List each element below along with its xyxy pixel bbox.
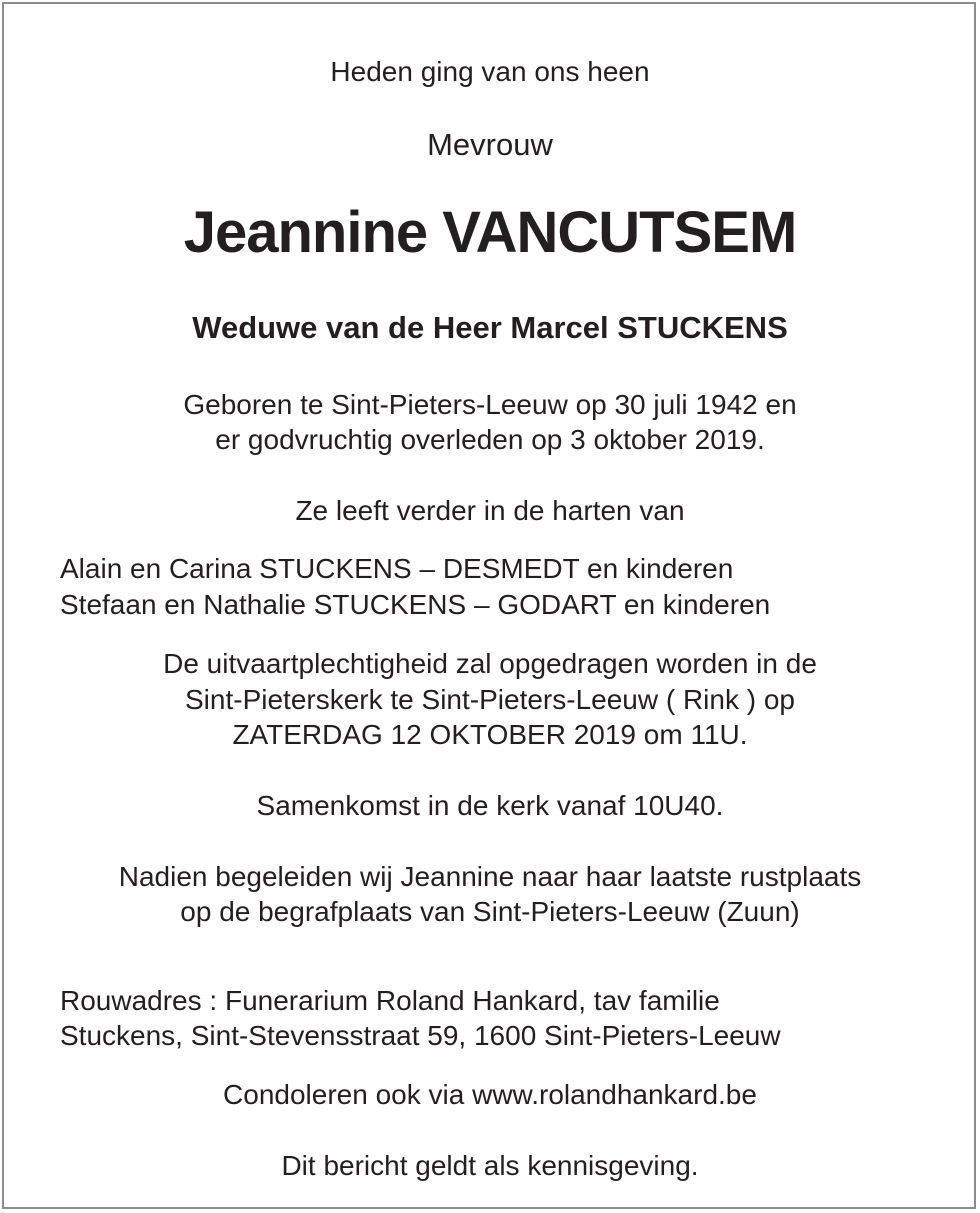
burial-line-2: op de begrafplaats van Sint-Pieters-Leeuw (Zuun)	[180, 896, 800, 927]
deceased-name: Jeannine VANCUTSEM	[183, 200, 797, 265]
funeral-line-1: De uitvaartplechtigheid zal opgedragen worden in de	[163, 648, 817, 679]
notice-text: Dit bericht geldt als kennisgeving.	[281, 1150, 699, 1181]
family-line-2: Stefaan en Nathalie STUCKENS – GODART en kinderen	[60, 589, 771, 620]
condolences-text: Condoleren ook via www.rolandhankard.be	[223, 1079, 757, 1110]
funeral-line-3: ZATERDAG 12 OKTOBER 2019 om 11U.	[232, 719, 748, 750]
mourning-address-line-2: Stuckens, Sint-Stevensstraat 59, 1600 Sint-Pieters-Leeuw	[60, 1020, 781, 1051]
burial-line-1: Nadien begeleiden wij Jeannine naar haar laatste rustplaats	[118, 861, 862, 892]
birth-death-line-2: er godvruchtig overleden op 3 oktober 2019.	[215, 424, 765, 455]
funeral-line-2: Sint-Pieterskerk te Sint-Pieters-Leeuw ( Rink ) op	[185, 684, 795, 715]
intro-text: Heden ging van ons heen	[330, 56, 650, 87]
gathering-text: Samenkomst in de kerk vanaf 10U40.	[256, 790, 724, 821]
salutation: Mevrouw	[427, 127, 553, 162]
widow-of: Weduwe van de Heer Marcel STUCKENS	[192, 310, 788, 345]
birth-death-line-1: Geboren te Sint-Pieters-Leeuw op 30 juli 1942 en	[183, 389, 797, 420]
family-line-1: Alain en Carina STUCKENS – DESMEDT en kinderen	[60, 553, 734, 584]
mourning-address-line-1: Rouwadres : Funerarium Roland Hankard, tav familie	[60, 985, 720, 1016]
lives-on-text: Ze leeft verder in de harten van	[295, 495, 685, 526]
